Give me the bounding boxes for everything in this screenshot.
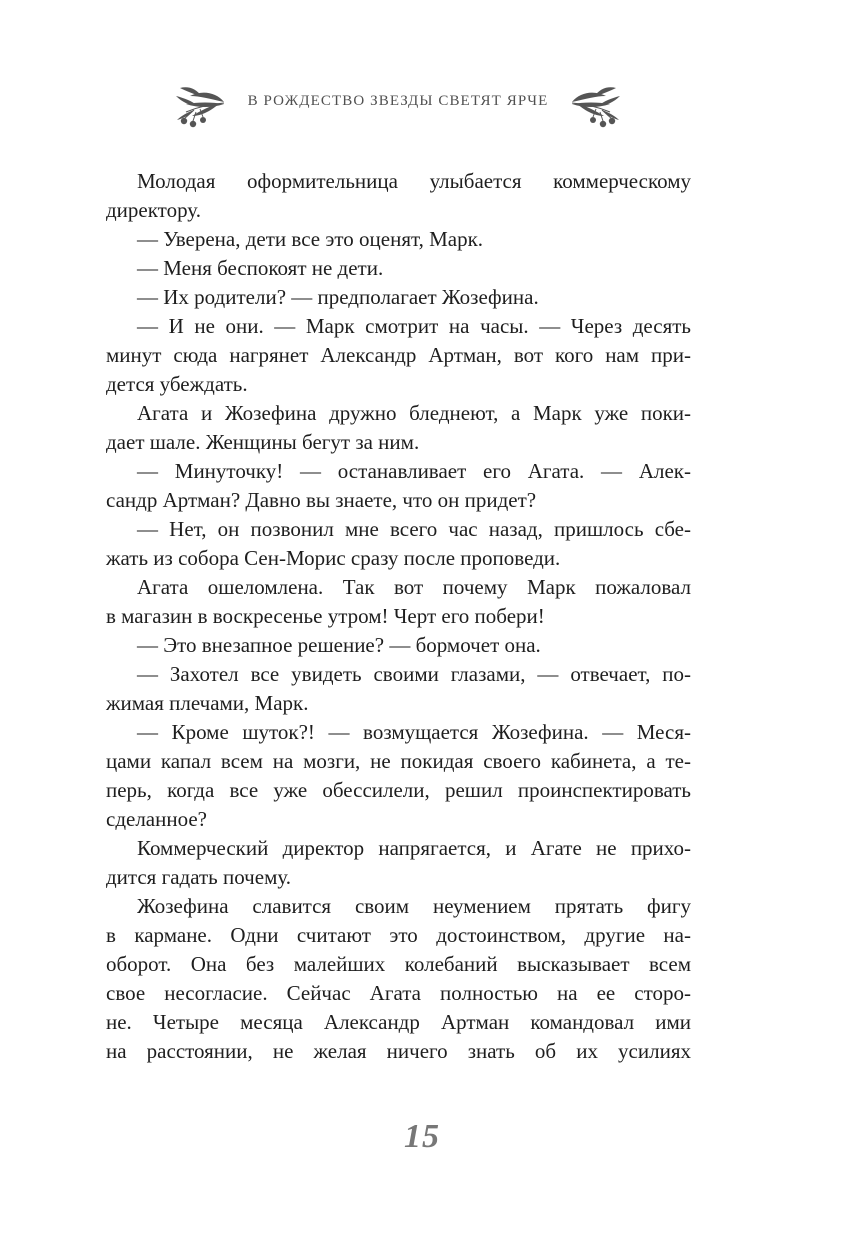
text-line: — И не они. — Марк смотрит на часы. — Через десять bbox=[137, 314, 691, 338]
holly-sprig-icon bbox=[172, 82, 226, 132]
text-line: дится гадать почему. bbox=[106, 865, 292, 889]
text-line: перь, когда все уже обессилели, решил проинспектировать bbox=[106, 778, 691, 802]
text-line: не. Четыре месяца Александр Артман командовал ими bbox=[106, 1010, 691, 1034]
text-line: минут сюда нагрянет Александр Артман, вот кого нам при- bbox=[106, 343, 691, 367]
text-line: — Их родители? — предполагает Жозефина. bbox=[137, 285, 539, 309]
text-line: цами капал всем на мозги, не покидая своего кабинета, а те- bbox=[106, 749, 691, 773]
text-line: — Кроме шуток?! — возмущается Жозефина. — Меся- bbox=[137, 720, 691, 744]
page-number: 15 bbox=[404, 1118, 440, 1155]
text-line: сделанное? bbox=[106, 807, 208, 831]
text-line: — Минуточку! — останавливает его Агата. — Алек- bbox=[137, 459, 691, 483]
text-line: жать из собора Сен-Морис сразу после проповеди. bbox=[106, 546, 561, 570]
text-line: Коммерческий директор напрягается, и Агате не прихо- bbox=[137, 836, 691, 860]
holly-sprig-icon bbox=[570, 82, 624, 132]
text-line: Жозефина славится своим неумением прятать фигу bbox=[137, 894, 691, 918]
text-line: оборот. Она без малейших колебаний высказывает всем bbox=[106, 952, 691, 976]
text-line: свое несогласие. Сейчас Агата полностью на ее сторо- bbox=[106, 981, 691, 1005]
text-line: — Нет, он позвонил мне всего час назад, пришлось сбе- bbox=[137, 517, 691, 541]
text-line: директору. bbox=[106, 198, 201, 222]
text-line: в магазин в воскресенье утром! Черт его побери! bbox=[106, 604, 545, 628]
text-line: Агата и Жозефина дружно бледнеют, а Марк уже поки- bbox=[137, 401, 691, 425]
running-head bbox=[0, 82, 844, 132]
text-line: — Захотел все увидеть своими глазами, — отвечает, по- bbox=[137, 662, 691, 686]
text-line: сандр Артман? Давно вы знаете, что он придет? bbox=[106, 488, 537, 512]
text-line: — Уверена, дети все это оценят, Марк. bbox=[137, 227, 484, 251]
body-text bbox=[106, 167, 691, 1066]
text-line: — Меня беспокоят не дети. bbox=[137, 256, 384, 280]
text-line: на расстоянии, не желая ничего знать об их усилиях bbox=[106, 1039, 691, 1063]
text-line: Молодая оформительница улыбается коммерческому bbox=[137, 169, 691, 193]
text-line: дется убеждать. bbox=[106, 372, 248, 396]
text-line: — Это внезапное решение? — бормочет она. bbox=[137, 633, 541, 657]
text-line: в кармане. Одни считают это достоинством, другие на- bbox=[106, 923, 691, 947]
text-line: Агата ошеломлена. Так вот почему Марк пожаловал bbox=[137, 575, 691, 599]
running-head-title: В РОЖДЕСТВО ЗВЕЗДЫ СВЕТЯТ ЯРЧЕ bbox=[247, 93, 549, 109]
text-line: дает шале. Женщины бегут за ним. bbox=[106, 430, 420, 454]
text-line: жимая плечами, Марк. bbox=[106, 691, 309, 715]
